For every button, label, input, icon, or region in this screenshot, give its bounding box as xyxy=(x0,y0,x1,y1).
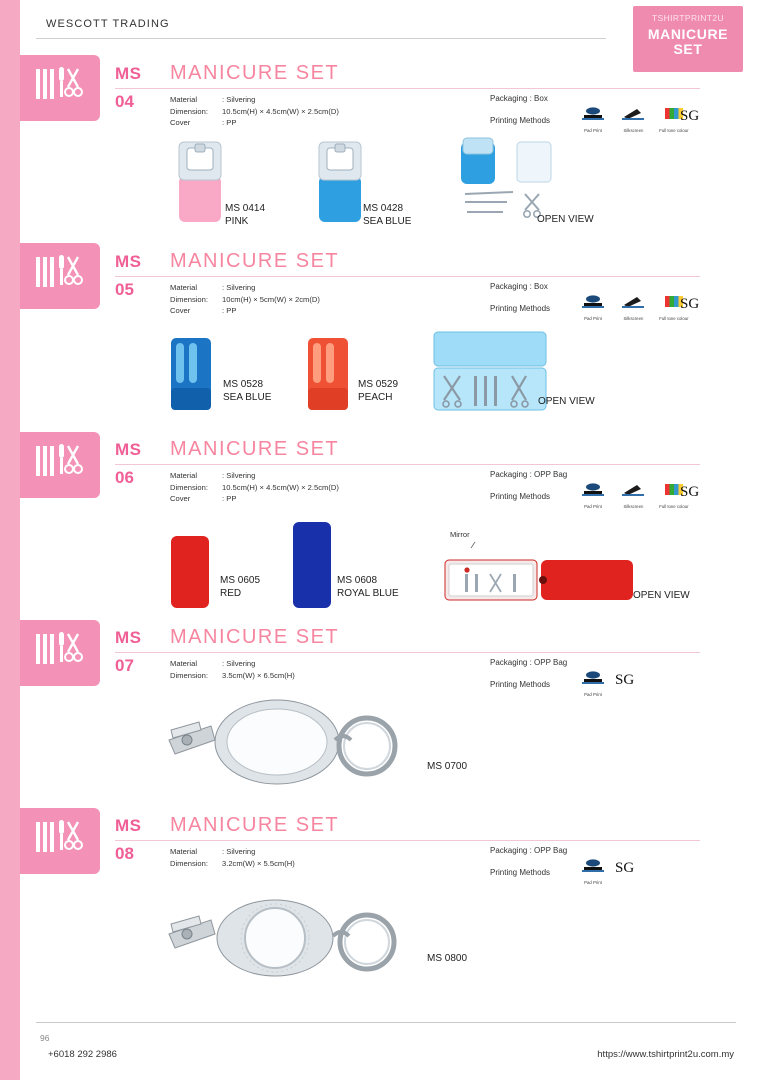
section-ms-label: MS xyxy=(115,440,142,459)
pad-print-caption: Pad Print xyxy=(584,880,602,885)
packaging-line xyxy=(490,846,567,855)
product-label-ms0800 xyxy=(427,952,467,965)
cover-colon: : xyxy=(222,118,225,127)
company-name: WESCOTT TRADING xyxy=(46,18,170,30)
section-divider xyxy=(115,840,700,841)
section-number: 04 xyxy=(115,92,134,111)
section-title: MANICURE SET xyxy=(170,626,340,648)
section-tab-icon-06 xyxy=(20,432,100,498)
product-code-ms0605: MS 0605 xyxy=(220,575,261,586)
section-title: MANICURE SET xyxy=(170,250,340,272)
product-label-ms0605 xyxy=(220,574,260,600)
sg-icon: SG xyxy=(615,860,635,876)
open-view-label-05: OPEN VIEW xyxy=(538,396,595,407)
material-value: Silvering xyxy=(226,847,256,856)
silkscreen-icon xyxy=(615,482,651,509)
packaging-line xyxy=(490,282,548,291)
printing-methods-label: Printing Methods xyxy=(490,304,551,313)
material-key: Material xyxy=(170,471,198,480)
material-key: Material xyxy=(170,95,198,104)
section-divider xyxy=(115,276,700,277)
product-section-08 xyxy=(115,814,735,1004)
sg-icon: SG xyxy=(680,484,700,500)
dimension-key: Dimension: xyxy=(170,670,208,680)
packaging-key: Packaging : xyxy=(490,94,532,103)
section-tab-icon-04 xyxy=(20,55,100,121)
section-tab-icon-07 xyxy=(20,620,100,686)
product-image-ms0800 xyxy=(155,886,415,986)
dimension-key: Dimension: xyxy=(170,858,208,868)
material-value: Silvering xyxy=(226,471,256,480)
product-label-ms0700 xyxy=(427,760,467,773)
printing-methods-label: Printing Methods xyxy=(490,680,551,689)
mirror-label: Mirror xyxy=(450,530,470,539)
brand-title-line1: MANICURE xyxy=(647,26,729,42)
product-image-ms0605 xyxy=(163,534,219,612)
material-value: Silvering xyxy=(226,659,256,668)
packaging-key: Packaging : xyxy=(490,658,532,667)
product-code-ms0800: MS 0800 xyxy=(427,953,468,964)
printing-methods-label: Printing Methods xyxy=(490,868,551,877)
packaging-value: OPP Bag xyxy=(534,470,568,479)
silkscreen-caption: Silkscreen xyxy=(623,128,644,133)
section-divider xyxy=(115,652,700,653)
product-image-ms0528 xyxy=(163,334,223,414)
silkscreen-icon xyxy=(615,294,651,321)
product-colour-ms0608: ROYAL BLUE xyxy=(337,588,399,599)
pad-print-icon xyxy=(575,294,611,321)
product-label-ms0414 xyxy=(225,202,265,228)
dimension-value: 10cm(H) × 5cm(W) × 2cm(D) xyxy=(222,294,320,304)
section-number: 07 xyxy=(115,656,134,675)
material-key: Material xyxy=(170,283,198,292)
section-number: 06 xyxy=(115,468,134,487)
product-code-ms0414: MS 0414 xyxy=(225,203,266,214)
packaging-key: Packaging : xyxy=(490,282,532,291)
section-divider xyxy=(115,88,700,89)
dimension-key: Dimension: xyxy=(170,294,208,304)
product-colour-ms0529: PEACH xyxy=(358,392,393,403)
open-view-label-06: OPEN VIEW xyxy=(633,590,690,601)
product-code-ms0700: MS 0700 xyxy=(427,761,468,772)
material-key: Material xyxy=(170,847,198,856)
material-value: Silvering xyxy=(226,283,256,292)
product-colour-ms0414: PINK xyxy=(225,216,249,227)
packaging-key: Packaging : xyxy=(490,846,532,855)
section-number: 05 xyxy=(115,280,134,299)
product-colour-ms0528: SEA BLUE xyxy=(223,392,272,403)
cover-value: PP xyxy=(226,118,237,127)
spec-block xyxy=(170,658,295,681)
material-colon: : xyxy=(222,95,225,104)
packaging-value: OPP Bag xyxy=(534,846,568,855)
dimension-key: Dimension: xyxy=(170,482,208,492)
cover-colon: : xyxy=(222,494,225,503)
full-tone-colour-caption: Full tone colour xyxy=(659,316,689,321)
section-tab-icon-08 xyxy=(20,808,100,874)
material-colon: : xyxy=(222,471,225,480)
product-code-ms0608: MS 0608 xyxy=(337,575,378,586)
packaging-value: Box xyxy=(534,94,548,103)
section-ms-label: MS xyxy=(115,628,142,647)
brand-title-line2: SET xyxy=(673,41,703,57)
material-value: Silvering xyxy=(226,95,256,104)
sg-icon: SG xyxy=(680,296,700,312)
full-tone-colour-caption: Full tone colour xyxy=(659,128,689,133)
dimension-value: 3.2cm(W) × 5.5cm(H) xyxy=(222,858,295,868)
product-label-ms0608 xyxy=(337,574,399,600)
material-colon: : xyxy=(222,659,225,668)
manicure-tools-icon xyxy=(34,442,88,488)
printing-methods-icons xyxy=(575,294,692,321)
dimension-value: 3.5cm(W) × 6.5cm(H) xyxy=(222,670,295,680)
spec-block xyxy=(170,470,339,505)
section-title: MANICURE SET xyxy=(170,438,340,460)
product-section-05 xyxy=(115,250,735,422)
product-code-ms0428: MS 0428 xyxy=(363,203,404,214)
cover-key: Cover xyxy=(170,494,191,503)
cover-key: Cover xyxy=(170,306,191,315)
manicure-tools-icon xyxy=(34,818,88,864)
packaging-value: OPP Bag xyxy=(534,658,568,667)
manicure-tools-icon xyxy=(34,65,88,111)
website-url[interactable]: https://www.tshirtprint2u.com.my xyxy=(597,1049,734,1060)
material-key: Material xyxy=(170,659,198,668)
pad-print-caption: Pad Print xyxy=(584,692,602,697)
product-code-ms0529: MS 0529 xyxy=(358,379,399,390)
section-title: MANICURE SET xyxy=(170,814,340,836)
silkscreen-icon xyxy=(615,106,651,133)
silkscreen-caption: Silkscreen xyxy=(623,316,644,321)
packaging-line xyxy=(490,94,548,103)
cover-value: PP xyxy=(226,494,237,503)
product-open-view-06 xyxy=(435,538,650,614)
product-section-07 xyxy=(115,626,735,806)
cover-value: PP xyxy=(226,306,237,315)
spec-block xyxy=(170,846,295,869)
page-header xyxy=(36,8,736,36)
product-image-ms0529 xyxy=(300,334,360,414)
product-section-06 xyxy=(115,438,735,613)
packaging-value: Box xyxy=(534,282,548,291)
silkscreen-caption: Silkscreen xyxy=(623,504,644,509)
printing-methods-icons xyxy=(575,670,611,697)
product-code-ms0528: MS 0528 xyxy=(223,379,264,390)
left-edge-stripe xyxy=(0,0,20,1080)
spec-block xyxy=(170,282,320,317)
product-label-ms0529 xyxy=(358,378,398,404)
product-open-view-05 xyxy=(430,326,555,416)
dimension-value: 10.5cm(H) × 4.5cm(W) × 2.5cm(D) xyxy=(222,106,339,116)
product-label-ms0428 xyxy=(363,202,411,228)
product-colour-ms0605: RED xyxy=(220,588,242,599)
section-number: 08 xyxy=(115,844,134,863)
material-colon: : xyxy=(222,847,225,856)
section-ms-label: MS xyxy=(115,816,142,835)
spec-block xyxy=(170,94,339,129)
section-tab-icon-05 xyxy=(20,243,100,309)
material-colon: : xyxy=(222,283,225,292)
printing-methods-icons xyxy=(575,106,692,133)
printing-methods-label: Printing Methods xyxy=(490,116,551,125)
section-divider xyxy=(115,464,700,465)
dimension-value: 10.5cm(H) × 4.5cm(W) × 2.5cm(D) xyxy=(222,482,339,492)
manicure-tools-icon xyxy=(34,253,88,299)
brand-site-name: TSHIRTPRINT2U xyxy=(651,13,725,23)
contact-phone: +6018 292 2986 xyxy=(48,1049,117,1060)
section-title: MANICURE SET xyxy=(170,62,340,84)
pad-print-caption: Pad Print xyxy=(584,316,602,321)
pad-print-icon xyxy=(575,670,611,697)
pad-print-caption: Pad Print xyxy=(584,128,602,133)
full-tone-colour-caption: Full tone colour xyxy=(659,504,689,509)
open-view-label-04: OPEN VIEW xyxy=(537,214,594,225)
printing-methods-icons xyxy=(575,482,692,509)
printing-methods-label: Printing Methods xyxy=(490,492,551,501)
manicure-tools-icon xyxy=(34,630,88,676)
sg-icon: SG xyxy=(680,108,700,124)
page-number: 96 xyxy=(40,1033,50,1043)
section-ms-label: MS xyxy=(115,252,142,271)
product-colour-ms0428: SEA BLUE xyxy=(363,216,412,227)
pad-print-icon xyxy=(575,106,611,133)
sg-icon: SG xyxy=(615,672,635,688)
header-divider xyxy=(36,38,606,39)
pad-print-caption: Pad Print xyxy=(584,504,602,509)
packaging-line xyxy=(490,658,567,667)
product-label-ms0528 xyxy=(223,378,271,404)
packaging-line xyxy=(490,470,567,479)
product-image-ms0608 xyxy=(285,520,341,612)
pad-print-icon xyxy=(575,858,611,885)
printing-methods-icons xyxy=(575,858,611,885)
dimension-key: Dimension: xyxy=(170,106,208,116)
pad-print-icon xyxy=(575,482,611,509)
packaging-key: Packaging : xyxy=(490,470,532,479)
product-open-view-04 xyxy=(455,132,605,224)
product-image-ms0700 xyxy=(155,696,415,792)
cover-colon: : xyxy=(222,306,225,315)
cover-key: Cover xyxy=(170,118,191,127)
section-ms-label: MS xyxy=(115,64,142,83)
footer-divider xyxy=(36,1022,736,1023)
product-section-04 xyxy=(115,62,735,234)
